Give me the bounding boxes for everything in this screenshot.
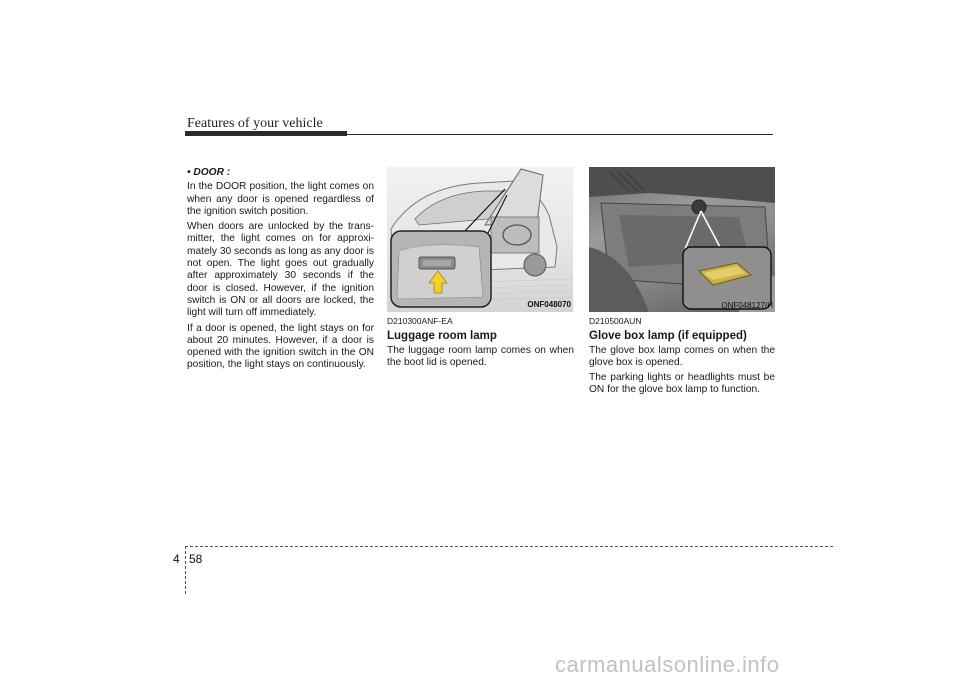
column-glove-box-lamp <box>589 315 775 400</box>
arrow-up-icon <box>387 167 573 312</box>
paragraph: In the DOOR position, the light comes on when any door is opened regardless of the ignition switch position. <box>187 181 374 217</box>
section-title: Features of your vehicle <box>187 116 323 131</box>
section-code: D210300ANF-EA <box>387 316 453 326</box>
paragraph: The glove box lamp comes on when the glove box is opened. <box>589 344 775 368</box>
footer-rule <box>185 546 833 547</box>
watermark-text: carmanualsonline.info <box>555 652 780 677</box>
luggage-lamp-figure <box>387 167 573 312</box>
header-rule-thin <box>347 134 773 135</box>
glove-box-lamp-figure <box>589 167 775 312</box>
glove-box-illustration <box>589 167 775 312</box>
footer-divider <box>185 546 186 594</box>
section-heading: Luggage room lamp <box>387 330 497 343</box>
bullet-door: • DOOR : <box>187 167 231 178</box>
paragraph: If a door is opened, the light stays on for about 20 minutes. However, if a door is opened with the ignition switch in the ON position, the light stays on continuously. <box>187 322 374 371</box>
header-rule-thick <box>185 131 347 136</box>
column-luggage-lamp <box>387 315 574 372</box>
paragraph: When doors are unlocked by the trans-mitter, the light comes on for approxi-mately 30 seconds as long as any door is not open. The light goes out gradually after approximately 30 seconds if the door is closed. However, if the ignition switch is ON or all doors are locked, the light will turn off immediately. <box>187 221 374 319</box>
figure-code: ONF048070 <box>527 300 571 309</box>
section-code: D210500AUN <box>589 316 642 326</box>
section-number: 4 <box>173 552 180 566</box>
paragraph: The luggage room lamp comes on when the boot lid is opened. <box>387 344 574 368</box>
figure-code: ONF048127/H <box>721 301 773 310</box>
section-heading: Glove box lamp (if equipped) <box>589 330 747 343</box>
paragraph: The parking lights or headlights must be ON for the glove box lamp to function. <box>589 372 775 396</box>
column-door-light <box>187 167 374 375</box>
page-number: 58 <box>189 552 203 566</box>
